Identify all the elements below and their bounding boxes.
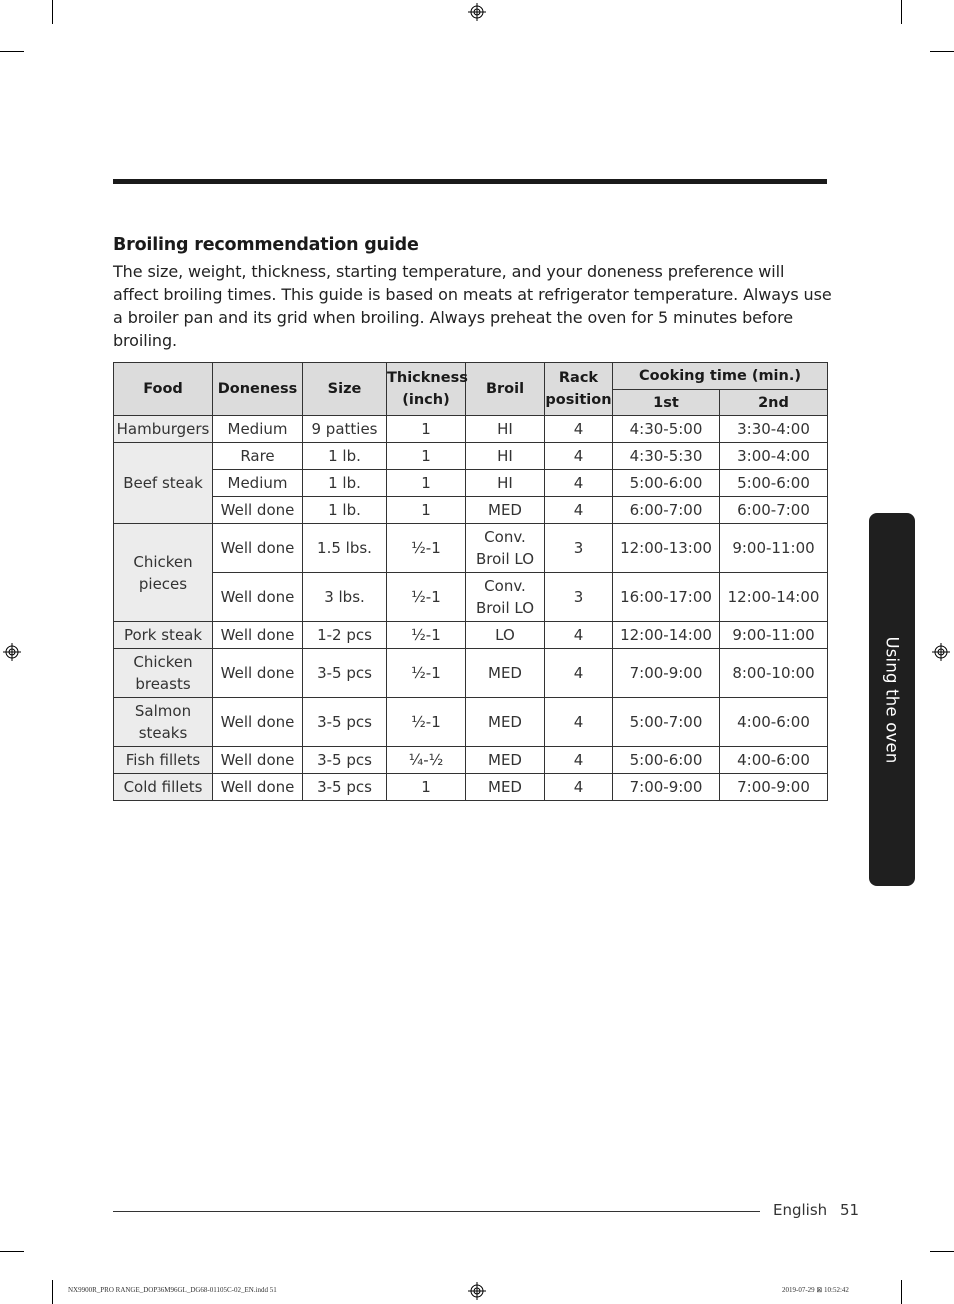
cell-broil-line1: Conv.	[484, 577, 526, 595]
table-header-row	[114, 363, 828, 390]
cell-doneness: Rare	[213, 443, 303, 470]
cell-food: Fish fillets	[114, 747, 213, 774]
header-broil: Broil	[466, 363, 545, 416]
cell-thickness: ¼-½	[387, 747, 466, 774]
cell-rack: 4	[545, 747, 613, 774]
cell-first: 12:00-14:00	[613, 622, 720, 649]
cell-first: 16:00-17:00	[613, 573, 720, 622]
cell-food: Beef steak	[114, 443, 213, 524]
cell-thickness: 1	[387, 497, 466, 524]
cell-food	[114, 524, 213, 622]
cell-size: 3-5 pcs	[303, 774, 387, 801]
cell-size: 3-5 pcs	[303, 698, 387, 747]
header-food: Food	[114, 363, 213, 416]
registration-mark-icon	[468, 3, 486, 21]
table-row	[114, 524, 828, 573]
cell-thickness: 1	[387, 774, 466, 801]
crop-mark	[901, 0, 902, 24]
broiling-table	[113, 362, 828, 801]
cell-doneness: Medium	[213, 470, 303, 497]
section-title: Broiling recommendation guide	[113, 235, 419, 255]
cell-thickness: 1	[387, 443, 466, 470]
cell-second: 4:00-6:00	[720, 698, 828, 747]
cell-doneness: Well done	[213, 649, 303, 698]
cell-food: Hamburgers	[114, 416, 213, 443]
cell-rack: 4	[545, 416, 613, 443]
cell-rack: 3	[545, 524, 613, 573]
footer-language: English	[773, 1201, 828, 1219]
footer-rule	[113, 1211, 760, 1212]
table-row	[114, 443, 828, 470]
cell-size: 1 lb.	[303, 443, 387, 470]
crop-mark	[930, 51, 954, 52]
cell-broil-line2: Broil LO	[475, 550, 535, 568]
cell-size: 1.5 lbs.	[303, 524, 387, 573]
cell-first: 12:00-13:00	[613, 524, 720, 573]
cell-second: 8:00-10:00	[720, 649, 828, 698]
cell-broil-line2: Broil LO	[475, 599, 535, 617]
cell-first: 7:00-9:00	[613, 649, 720, 698]
header-size: Size	[303, 363, 387, 416]
cell-rack: 4	[545, 774, 613, 801]
cell-food-line1: Chicken	[133, 653, 193, 671]
cell-first: 5:00-6:00	[613, 747, 720, 774]
registration-mark-icon	[932, 643, 950, 661]
chapter-side-tab	[869, 513, 915, 886]
header-thickness-line2: (inch)	[402, 392, 450, 408]
cell-broil: LO	[466, 622, 545, 649]
table-row	[114, 573, 828, 622]
cell-first: 4:30-5:00	[613, 416, 720, 443]
table-row	[114, 649, 828, 698]
cell-second: 6:00-7:00	[720, 497, 828, 524]
cell-doneness: Well done	[213, 573, 303, 622]
crop-mark	[930, 1251, 954, 1252]
cell-broil	[466, 524, 545, 573]
cell-food	[114, 649, 213, 698]
cell-first: 5:00-7:00	[613, 698, 720, 747]
header-rack-line2: position	[545, 392, 612, 408]
cell-food-line1: Chicken	[133, 552, 193, 571]
cell-size: 3-5 pcs	[303, 649, 387, 698]
cell-size: 3 lbs.	[303, 573, 387, 622]
header-doneness: Doneness	[213, 363, 303, 416]
cell-size: 1-2 pcs	[303, 622, 387, 649]
cell-second: 12:00-14:00	[720, 573, 828, 622]
cell-doneness: Well done	[213, 774, 303, 801]
cell-rack: 4	[545, 698, 613, 747]
cell-broil	[466, 573, 545, 622]
cell-broil-line1: Conv.	[484, 528, 526, 546]
cell-size: 1 lb.	[303, 470, 387, 497]
cell-thickness: ½-1	[387, 698, 466, 747]
table-row	[114, 698, 828, 747]
header-first: 1st	[613, 390, 720, 416]
cell-doneness: Well done	[213, 622, 303, 649]
cell-second: 3:30-4:00	[720, 416, 828, 443]
cell-first: 5:00-6:00	[613, 470, 720, 497]
cell-broil: MED	[466, 649, 545, 698]
cell-broil: MED	[466, 774, 545, 801]
cell-second: 4:00-6:00	[720, 747, 828, 774]
cell-first: 6:00-7:00	[613, 497, 720, 524]
cell-thickness: ½-1	[387, 622, 466, 649]
cell-thickness: ½-1	[387, 524, 466, 573]
table-row	[114, 622, 828, 649]
registration-mark-icon	[3, 643, 21, 661]
section-divider	[113, 179, 827, 184]
cell-doneness: Medium	[213, 416, 303, 443]
cell-rack: 4	[545, 443, 613, 470]
cell-rack: 4	[545, 649, 613, 698]
cell-second: 7:00-9:00	[720, 774, 828, 801]
cell-first: 4:30-5:30	[613, 443, 720, 470]
cell-doneness: Well done	[213, 497, 303, 524]
cell-second: 5:00-6:00	[720, 470, 828, 497]
crop-mark	[0, 1251, 24, 1252]
cell-food-line2: steaks	[138, 724, 188, 742]
cell-food-line2: pieces	[138, 574, 188, 593]
cell-second: 9:00-11:00	[720, 524, 828, 573]
cell-food: Pork steak	[114, 622, 213, 649]
cell-rack: 4	[545, 497, 613, 524]
cell-second: 3:00-4:00	[720, 443, 828, 470]
header-cooking-time: Cooking time (min.)	[613, 363, 828, 390]
cell-broil: HI	[466, 443, 545, 470]
crop-mark	[52, 1280, 53, 1304]
cell-broil: MED	[466, 698, 545, 747]
cell-rack: 4	[545, 470, 613, 497]
table-row	[114, 470, 828, 497]
print-slug-file: NX9900R_PRO RANGE_DOP36M96GL_DG68-01105C-02_EN.indd 51	[68, 1286, 277, 1294]
table-row	[114, 497, 828, 524]
cell-first: 7:00-9:00	[613, 774, 720, 801]
cell-broil: HI	[466, 416, 545, 443]
header-thickness	[387, 363, 466, 416]
cell-food: Cold fillets	[114, 774, 213, 801]
header-rack	[545, 363, 613, 416]
crop-mark	[52, 0, 53, 24]
cell-rack: 3	[545, 573, 613, 622]
cell-broil: MED	[466, 747, 545, 774]
cell-thickness: 1	[387, 416, 466, 443]
cell-size: 1 lb.	[303, 497, 387, 524]
header-thickness-line1: Thickness	[387, 370, 468, 386]
cell-broil: MED	[466, 497, 545, 524]
cell-food-line2: breasts	[135, 675, 191, 693]
cell-doneness: Well done	[213, 698, 303, 747]
table-row	[114, 747, 828, 774]
table-row	[114, 416, 828, 443]
cell-thickness: ½-1	[387, 573, 466, 622]
print-slug-date: 2019-07-29 ⊠ 10:52:42	[782, 1286, 849, 1294]
page-number: 51	[840, 1201, 860, 1219]
header-second: 2nd	[720, 390, 828, 416]
crop-mark	[901, 1280, 902, 1304]
cell-food	[114, 698, 213, 747]
cell-size: 3-5 pcs	[303, 747, 387, 774]
registration-mark-icon	[468, 1282, 486, 1300]
cell-doneness: Well done	[213, 747, 303, 774]
cell-thickness: 1	[387, 470, 466, 497]
cell-broil: HI	[466, 470, 545, 497]
header-rack-line1: Rack	[558, 370, 599, 386]
cell-doneness: Well done	[213, 524, 303, 573]
section-intro: The size, weight, thickness, starting temperature, and your doneness preference will affect broiling times. This guide is based on meats at refrigerator temperature. Always use a broiler pan and its grid when broiling. Always preheat the oven for 5 minutes before broiling.	[113, 262, 832, 350]
chapter-side-tab-label: Using the oven	[882, 635, 902, 764]
cell-rack: 4	[545, 622, 613, 649]
cell-size: 9 patties	[303, 416, 387, 443]
cell-food-line1: Salmon	[134, 702, 192, 720]
cell-thickness: ½-1	[387, 649, 466, 698]
crop-mark	[0, 51, 24, 52]
cell-second: 9:00-11:00	[720, 622, 828, 649]
table-row	[114, 774, 828, 801]
